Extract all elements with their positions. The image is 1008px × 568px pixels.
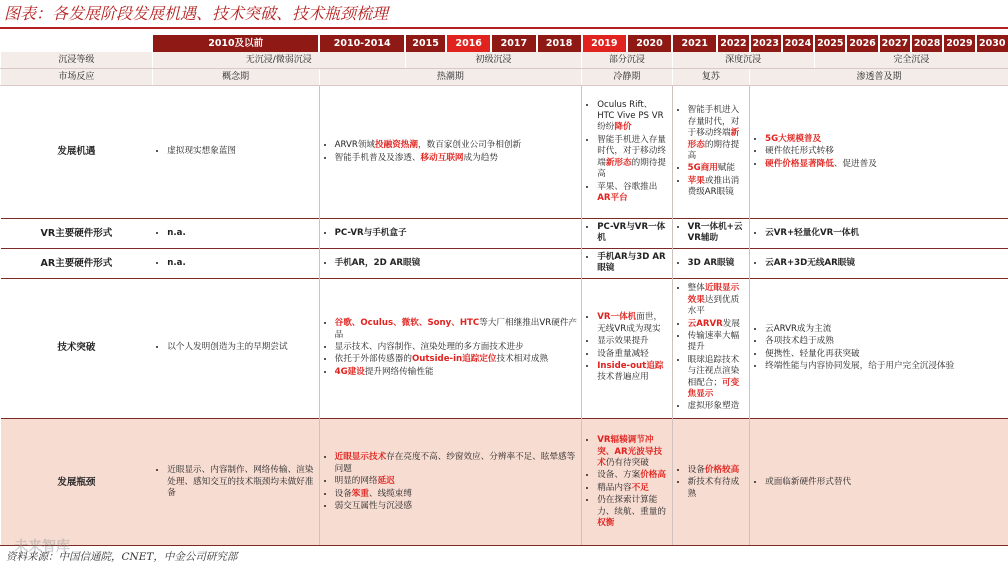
- bullet-item: [335, 489, 578, 500]
- bullet-item: [765, 477, 1004, 488]
- text-segment: 苹果、谷歌推出: [597, 181, 658, 192]
- text-segment: 显示效果提升: [597, 336, 649, 347]
- bullet-list: [155, 228, 314, 239]
- bullet-item: [335, 318, 578, 341]
- text-segment: 5G商用: [687, 163, 718, 174]
- text-segment: 4G建设: [334, 366, 365, 377]
- content-row: [1, 418, 1008, 546]
- bullet-list: [585, 252, 667, 275]
- text-segment: n.a.: [167, 227, 186, 238]
- text-segment: 苹果: [687, 175, 705, 186]
- content-cell: [152, 418, 319, 546]
- bullet-item: [335, 140, 578, 151]
- year-cell: 2030: [976, 35, 1008, 52]
- text-segment: 新技术有待成熟: [687, 477, 740, 499]
- text-segment: 赋能: [717, 163, 736, 174]
- bullet-item: [765, 134, 1004, 145]
- bullet-item: [167, 228, 314, 239]
- text-segment: 权衡: [597, 518, 615, 529]
- text-segment: 提升网络传输性能: [364, 366, 434, 377]
- bullet-list: [585, 435, 667, 529]
- text-segment: 终端性能与内容协同发展，给于用户完全沉浸体验: [765, 361, 955, 372]
- stage-cell: 热潮期: [319, 69, 582, 86]
- text-segment: 云VR+轻量化VR一体机: [765, 227, 859, 238]
- bullet-item: [688, 477, 745, 500]
- content-cell: [319, 418, 582, 546]
- text-segment: 仍有待突破: [605, 458, 649, 469]
- bullet-item: [688, 331, 745, 354]
- bullet-item: [335, 367, 578, 378]
- bullet-item: [335, 354, 578, 365]
- text-segment: 移动互联网: [420, 152, 464, 163]
- text-segment: 谷歌、Oculus、微软、Sony、HTC: [334, 318, 480, 329]
- text-segment: 新形态: [605, 157, 632, 168]
- content-cell: [582, 86, 672, 219]
- bullet-item: [597, 336, 667, 347]
- bullet-item: [765, 349, 1004, 360]
- text-segment: 智能手机普及及渗透、: [334, 152, 421, 163]
- content-cell: [319, 248, 582, 278]
- text-segment: 近眼显示效果: [687, 283, 740, 305]
- bullet-item: [688, 163, 745, 174]
- content-cell: [152, 219, 319, 249]
- bullet-item: [688, 319, 745, 330]
- row-label: VR主要硬件形式: [1, 219, 153, 249]
- text-segment: AR平台: [597, 192, 628, 203]
- stage-cell: 冷静期: [582, 69, 672, 86]
- text-segment: 技术普遍应用: [597, 372, 649, 383]
- content-row: [1, 278, 1008, 418]
- bullet-item: [688, 258, 745, 269]
- bullet-item: [597, 222, 667, 245]
- bullet-list: [676, 258, 745, 269]
- stage-cell: 完全沉浸: [814, 52, 1008, 69]
- text-segment: 价格高: [640, 470, 666, 481]
- text-segment: 近眼显示技术: [334, 452, 387, 463]
- content-cell: [319, 86, 582, 219]
- content-row: [1, 86, 1008, 219]
- bullet-item: [597, 361, 667, 384]
- text-segment: 等大厂相继推出VR硬件产品: [334, 318, 578, 340]
- content-cell: [672, 278, 749, 418]
- text-segment: 发展: [722, 318, 740, 329]
- text-segment: 或面临新硬件形式替代: [765, 476, 852, 487]
- year-cell: 2017: [491, 35, 536, 52]
- year-cell: 2028: [911, 35, 943, 52]
- text-segment: 智能手机进入存量时代，对于移动终端: [687, 105, 740, 139]
- text-segment: 显示技术、内容制作、渲染处理的多方面技术进步: [334, 341, 524, 352]
- text-segment: 面世，无线VR成为现实: [597, 312, 663, 334]
- content-cell: [672, 219, 749, 249]
- text-segment: 设备重量减轻: [597, 348, 649, 359]
- text-segment: 仍在探索计算能力、续航、重量的: [597, 495, 666, 517]
- year-cell: 2010-2014: [319, 35, 405, 52]
- bullet-list: [585, 222, 667, 245]
- bullet-item: [335, 501, 578, 512]
- text-segment: 云ARVR成为主流: [765, 323, 832, 334]
- text-segment: 便携性、轻量化再获突破: [765, 348, 860, 359]
- text-segment: 、线缆束缚: [369, 488, 412, 499]
- text-segment: VR辐辏调节冲突、AR光波导技术: [597, 435, 663, 469]
- source-note: 资料来源：中国信通院，CNET，中金公司研究部: [6, 551, 238, 563]
- text-segment: 设备: [687, 464, 705, 475]
- text-segment: 可变焦显示: [687, 377, 740, 400]
- bullet-item: [335, 342, 578, 353]
- content-cell: [750, 86, 1008, 219]
- bullet-item: [688, 465, 745, 476]
- stage-cell: 渗透普及期: [750, 69, 1008, 86]
- text-segment: 的期待提高: [687, 139, 740, 161]
- text-segment: 设备、方案: [597, 470, 641, 481]
- bullet-list: [676, 105, 745, 198]
- row-label: 技术突破: [1, 278, 153, 418]
- text-segment: 3D AR眼镜: [687, 257, 735, 268]
- row-label: AR主要硬件形式: [1, 248, 153, 278]
- bullet-list: [753, 258, 1004, 269]
- year-cell: 2022: [717, 35, 749, 52]
- text-segment: 新形态: [687, 128, 740, 150]
- bullet-list: [323, 140, 578, 164]
- text-segment: 智能手机进入存量时代，对于移动终端: [597, 134, 666, 168]
- bullet-list: [155, 342, 314, 353]
- text-segment: 依托于外部传感器的: [334, 354, 412, 365]
- bullet-list: [585, 100, 667, 205]
- immersion-row: [1, 52, 1008, 69]
- text-segment: 降价: [614, 122, 632, 133]
- text-segment: ，数百家创业公司争相创新: [418, 140, 522, 151]
- text-segment: 存在亮度不高、纱窗效应、分辨率不足、眩晕感等问题: [334, 452, 576, 474]
- text-segment: ARVR领域: [334, 140, 376, 151]
- text-segment: 眼球追踪技术与注视点渲染相配合；: [687, 354, 740, 388]
- bullet-item: [335, 452, 578, 475]
- text-segment: 投融资热潮: [375, 140, 418, 151]
- bullet-item: [765, 336, 1004, 347]
- year-cell: 2021: [672, 35, 717, 52]
- bullet-item: [597, 182, 667, 205]
- bullet-list: [323, 258, 578, 269]
- text-segment: Outside-in追踪定位: [411, 354, 497, 365]
- text-segment: 设备: [334, 488, 352, 499]
- year-cell: 2015: [405, 35, 446, 52]
- bullet-list: [323, 318, 578, 378]
- year-cell: 2023: [750, 35, 782, 52]
- text-segment: Oculus Rift、HTC Vive PS VR纷纷: [597, 99, 664, 133]
- year-cell: 2016: [446, 35, 491, 52]
- bullet-item: [688, 176, 745, 199]
- content-cell: [319, 278, 582, 418]
- bullet-item: [688, 355, 745, 401]
- bullet-item: [765, 228, 1004, 239]
- bullet-list: [155, 465, 314, 499]
- stage-cell: 深度沉浸: [672, 52, 814, 69]
- bullet-list: [676, 283, 745, 412]
- market-row-label: 市场反应: [1, 69, 153, 86]
- bullet-item: [597, 435, 667, 469]
- text-segment: 达到优质水平: [687, 294, 740, 317]
- bullet-item: [597, 135, 667, 181]
- text-segment: 技术相对成熟: [496, 354, 549, 365]
- content-cell: [750, 248, 1008, 278]
- content-cell: [750, 219, 1008, 249]
- bullet-list: [323, 452, 578, 512]
- text-segment: 以个人发明创造为主的早期尝试: [167, 342, 288, 353]
- text-segment: 不足: [631, 482, 649, 493]
- content-cell: [319, 219, 582, 249]
- text-segment: VR一体机: [597, 312, 637, 323]
- content-cell: [152, 248, 319, 278]
- text-segment: n.a.: [167, 257, 186, 268]
- bottom-rule: [0, 545, 1008, 546]
- year-cell: 2010及以前: [152, 35, 319, 52]
- bullet-item: [765, 146, 1004, 157]
- year-header-row: [1, 35, 1008, 52]
- bullet-item: [597, 470, 667, 481]
- content-cell: [672, 86, 749, 219]
- bullet-item: [167, 258, 314, 269]
- text-segment: Inside-out追踪: [597, 361, 664, 372]
- title-rule: [0, 27, 1008, 29]
- watermark: 未来智库: [14, 539, 70, 555]
- bullet-item: [765, 159, 1004, 170]
- text-segment: 虚拟现实想象蓝图: [167, 146, 237, 157]
- text-segment: 笨重: [351, 488, 369, 499]
- content-row: [1, 219, 1008, 249]
- bullet-list: [753, 134, 1004, 170]
- roadmap-table: [0, 35, 1008, 546]
- bullet-item: [167, 342, 314, 353]
- bullet-list: [753, 324, 1004, 373]
- bullet-item: [597, 312, 667, 335]
- bullet-list: [155, 146, 314, 157]
- content-cell: [582, 219, 672, 249]
- stage-cell: 部分沉浸: [582, 52, 672, 69]
- text-segment: 传输速率大幅提升: [687, 331, 740, 353]
- year-cell: 2018: [537, 35, 582, 52]
- content-cell: [672, 418, 749, 546]
- text-segment: 明显的网络: [334, 476, 378, 487]
- content-cell: [750, 278, 1008, 418]
- bullet-list: [323, 228, 578, 239]
- text-segment: 延迟: [377, 476, 395, 487]
- bullet-item: [688, 105, 745, 162]
- text-segment: 成为趋势: [463, 152, 498, 163]
- year-cell: 2025: [814, 35, 846, 52]
- page-title: 图表：各发展阶段发展机遇、技术突破、技术瓶颈梳理: [4, 4, 389, 23]
- year-cell: 2026: [846, 35, 878, 52]
- bullet-item: [597, 483, 667, 494]
- content-cell: [672, 248, 749, 278]
- bullet-item: [688, 222, 745, 245]
- text-segment: 手机AR与3D AR眼镜: [597, 251, 666, 274]
- year-cell: 2019: [582, 35, 627, 52]
- text-segment: 的期待提高: [597, 157, 666, 180]
- stage-cell: 无沉浸/微弱沉浸: [152, 52, 405, 69]
- bullet-list: [676, 222, 745, 245]
- text-segment: PC-VR与VR一体机: [597, 222, 666, 244]
- market-row: [1, 69, 1008, 86]
- bullet-list: [585, 312, 667, 383]
- text-segment: 整体: [687, 283, 705, 294]
- bullet-item: [597, 252, 667, 275]
- bullet-item: [597, 349, 667, 360]
- corner-cell: [1, 35, 153, 52]
- bullet-item: [688, 283, 745, 317]
- text-segment: 云ARVR: [687, 318, 723, 329]
- bullet-item: [597, 100, 667, 134]
- content-cell: [582, 248, 672, 278]
- content-cell: [152, 86, 319, 219]
- immersion-row-label: 沉浸等级: [1, 52, 153, 69]
- bullet-item: [765, 324, 1004, 335]
- content-cell: [582, 418, 672, 546]
- text-segment: VR一体机+云VR辅助: [687, 222, 743, 244]
- bullet-list: [155, 258, 314, 269]
- content-cell: [582, 278, 672, 418]
- bullet-item: [167, 465, 314, 499]
- content-cell: [152, 278, 319, 418]
- text-segment: PC-VR与手机盒子: [334, 227, 407, 238]
- bullet-item: [765, 258, 1004, 269]
- bullet-item: [597, 495, 667, 529]
- year-cell: 2029: [943, 35, 975, 52]
- row-label: 发展瓶颈: [1, 418, 153, 546]
- bullet-item: [167, 146, 314, 157]
- text-segment: 近眼显示、内容制作、网络传输、渲染处理、感知交互的技术瓶颈均未做好准备: [167, 465, 314, 499]
- stage-cell: 初级沉浸: [405, 52, 582, 69]
- bullet-item: [765, 361, 1004, 372]
- year-cell: 2024: [782, 35, 814, 52]
- content-cell: [750, 418, 1008, 546]
- text-segment: 硬件价格显著降低: [765, 158, 834, 169]
- text-segment: 5G大规模普及: [765, 133, 822, 144]
- text-segment: 、促进普及: [833, 158, 877, 169]
- text-segment: 硬件依托形式转移: [765, 146, 834, 157]
- bullet-list: [676, 465, 745, 500]
- text-segment: 虚拟形象塑造: [687, 401, 740, 412]
- text-segment: 精品内容: [597, 482, 632, 493]
- bullet-item: [335, 153, 578, 164]
- text-segment: 云AR+3D无线AR眼镜: [765, 257, 855, 268]
- text-segment: 弱交互属性与沉浸感: [334, 500, 412, 511]
- bullet-item: [335, 476, 578, 487]
- bullet-list: [753, 477, 1004, 488]
- bullet-item: [688, 401, 745, 412]
- stage-cell: 概念期: [152, 69, 319, 86]
- row-label: 发展机遇: [1, 86, 153, 219]
- text-segment: 手机AR，2D AR眼镜: [334, 257, 421, 268]
- text-segment: 各项技术趋于成熟: [765, 336, 834, 347]
- text-segment: 或推出消费级AR眼镜: [687, 175, 740, 198]
- year-cell: 2020: [627, 35, 672, 52]
- bullet-item: [335, 228, 578, 239]
- year-cell: 2027: [879, 35, 911, 52]
- text-segment: 价格较高: [704, 464, 740, 475]
- bullet-list: [753, 228, 1004, 239]
- bullet-item: [335, 258, 578, 269]
- stage-cell: 复苏: [672, 69, 749, 86]
- content-row: [1, 248, 1008, 278]
